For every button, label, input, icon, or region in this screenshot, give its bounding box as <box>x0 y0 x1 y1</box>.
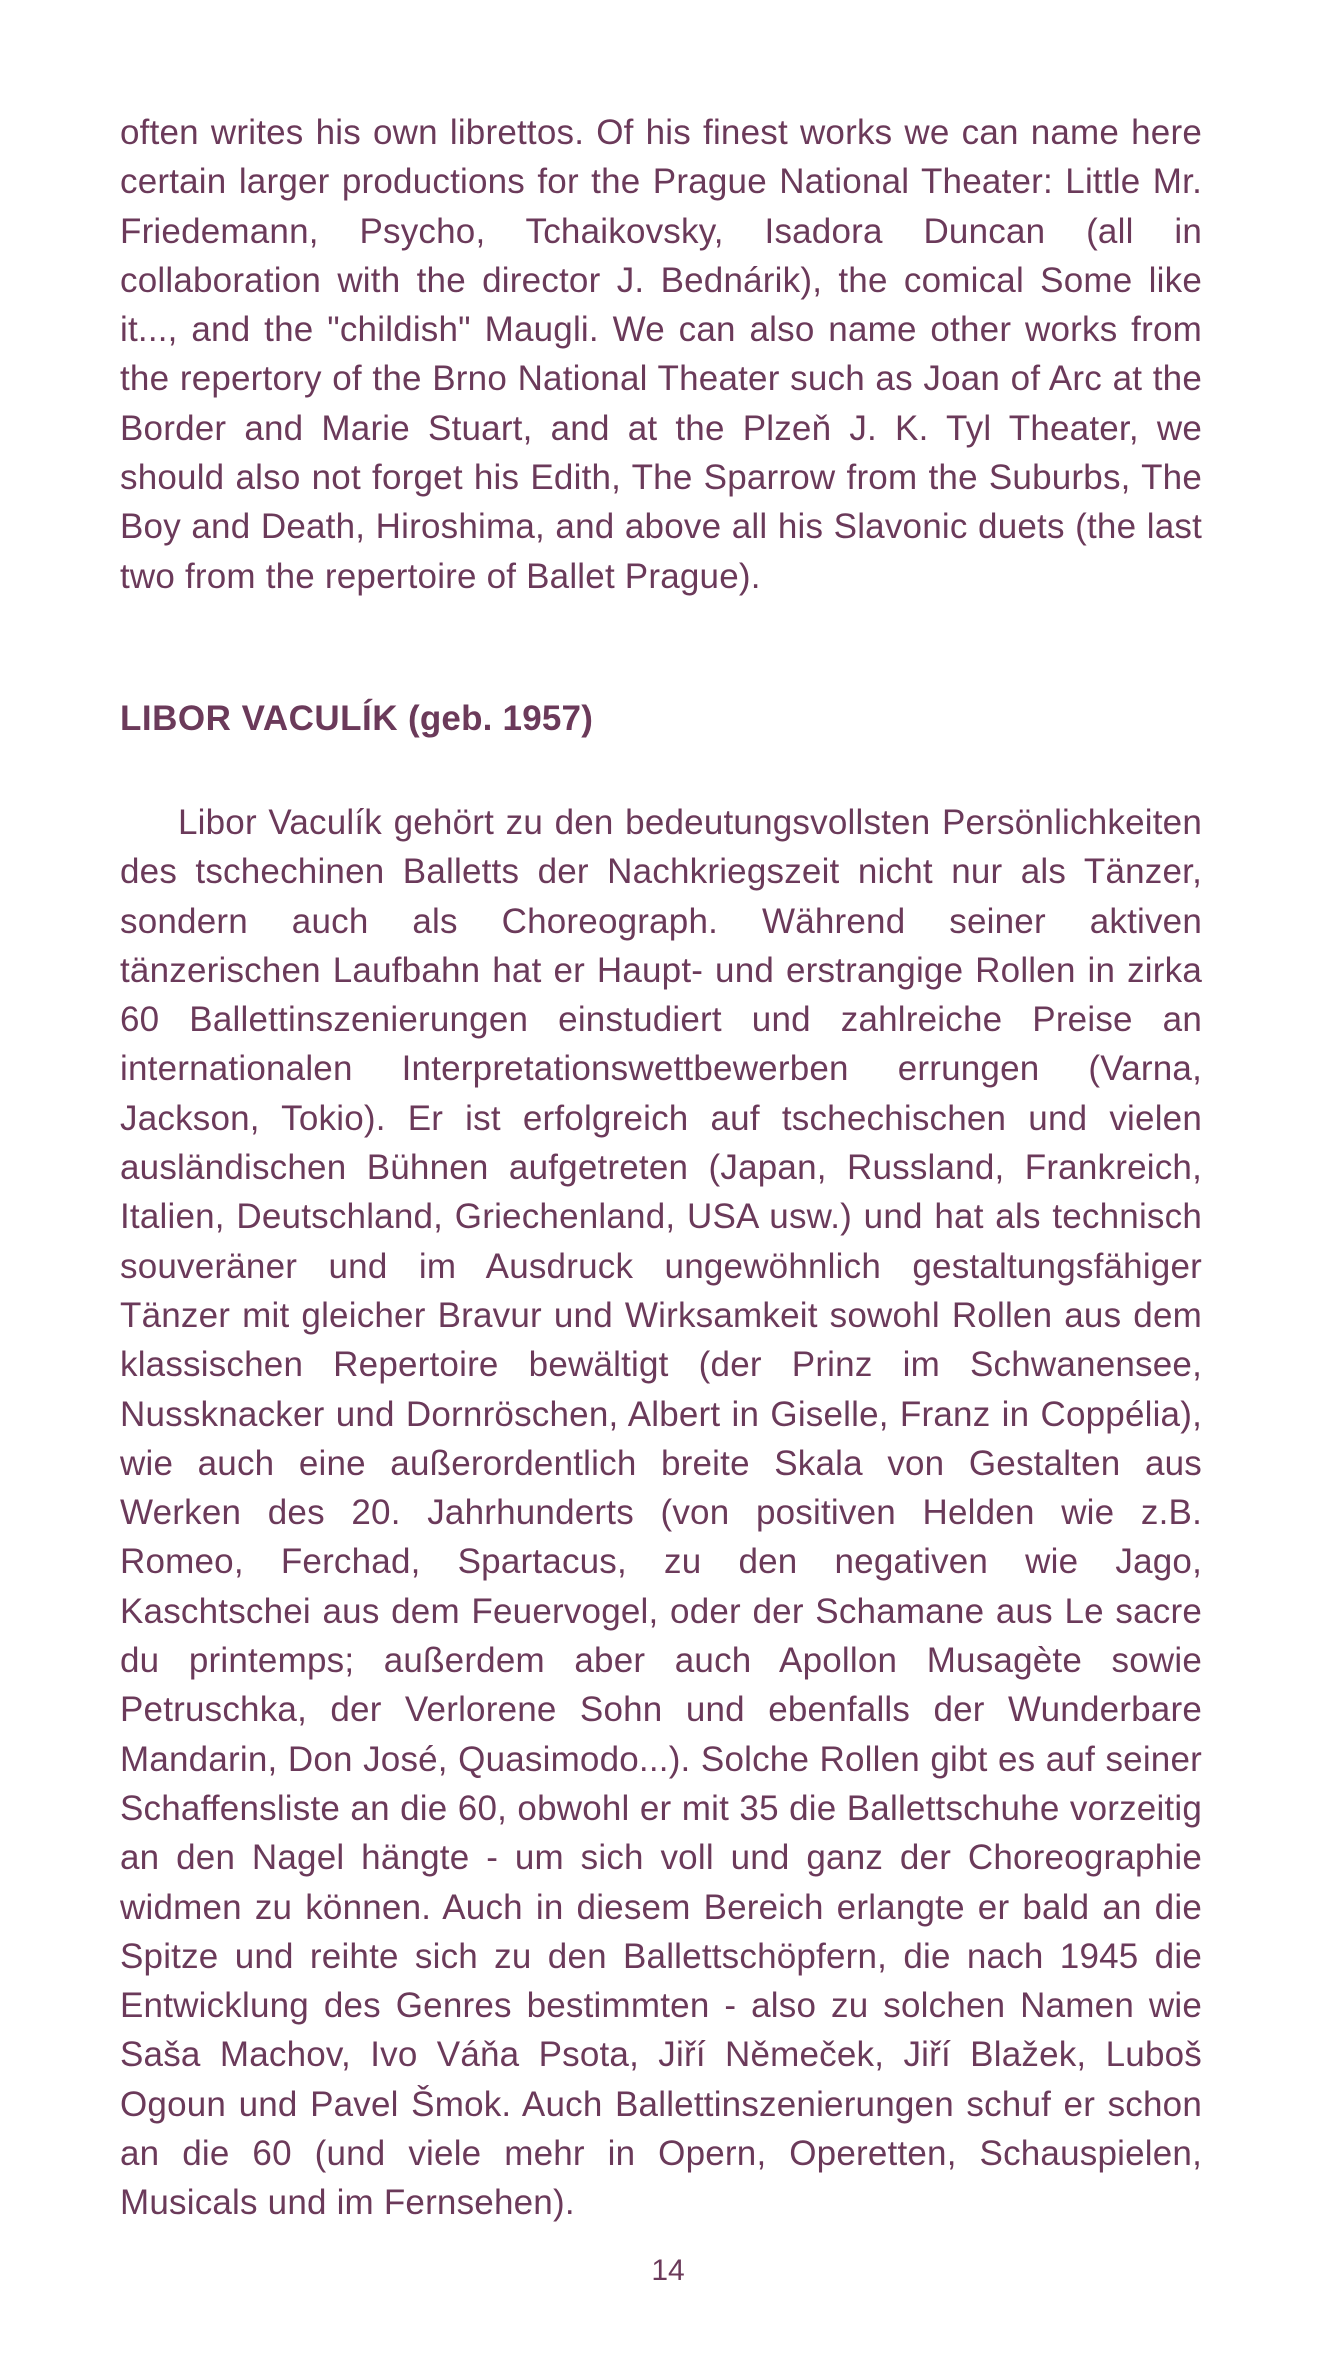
page-number: 14 <box>651 2254 685 2287</box>
continuation-paragraph: often writes his own librettos. Of his finest works we can name here certain larger productions for the Prague National Theater: Little Mr. Friedemann, Psycho, Tchaikovsky, Isadora Duncan (all in collaboration with the director J. Bednárik), the comical Some like it..., and the "childish" Maugli. We can also name other works from the repertory of the Brno National Theater such as Joan of Arc at the Border and Marie Stuart, and at the Plzeň J. K. Tyl Theater, we should also not forget his Edith, The Sparrow from the Suburbs, The Boy and Death, Hiroshima, and above all his Slavonic duets (the last two from the repertoire of Ballet Prague). <box>120 113 1202 596</box>
biography-paragraph: Libor Vaculík gehört zu den bedeutungsvollsten Persönlichkeiten des tschechinen Balletts der Nachkriegszeit nicht nur als Tänzer, sondern auch als Choreograph. Während seiner aktiven tänzerischen Laufbahn hat er Haupt- und erstrangige Rollen in zirka 60 Ballettinszenierungen einstudiert und zahlreiche Preise an internationalen Interpretationswettbewerben errungen (Varna, Jackson, Tokio). Er ist erfolgreich auf tschechischen und vielen ausländischen Bühnen aufgetreten (Japan, Russland, Frankreich, Italien, Deutschland, Griechenland, USA usw.) und hat als technisch souveräner und im Ausdruck ungewöhnlich gestaltungsfähiger Tänzer mit gleicher Bravur und Wirksamkeit sowohl Rollen aus dem klassischen Repertoire bewältigt (der Prinz im Schwanensee, Nussknacker und Dornröschen, Albert in Giselle, Franz in Coppélia), wie auch eine außerordentlich breite Skala von Gestalten aus Werken des 20. Jahrhunderts (von positiven Helden wie z.B. Romeo, Ferchad, Spartacus, zu den negativen wie Jago, Kaschtschei aus dem Feuervogel, oder der Schamane aus Le sacre du printemps; außerdem aber auch Apollon Musagète sowie Petruschka, der Verlorene Sohn und ebenfalls der Wunderbare Mandarin, Don José, Quasimodo...). Solche Rollen gibt es auf seiner Schaffensliste an die 60, obwohl er mit 35 die Ballettschuhe vorzeitig an den Nagel hängte - um sich voll und ganz der Choreographie widmen zu können. Auch in diesem Bereich erlangte er bald an die Spitze und reihte sich zu den Ballettschöpfern, die nach 1945 die Entwicklung des Genres bestimmten - also zu solchen Namen wie Saša Machov, Ivo Váňa Psota, Jiří Němeček, Jiří Blažek, Luboš Ogoun und Pavel Šmok. Auch Ballettinszenierungen schuf er schon an die 60 (und viele mehr in Opern, Operetten, Schauspielen, Musicals und im Fernsehen). <box>120 803 1202 2223</box>
section-heading-name: LIBOR VACULÍK <box>120 699 399 738</box>
section-heading <box>120 694 593 743</box>
section-heading-years: (geb. 1957) <box>408 699 594 738</box>
document-page <box>120 108 1202 2223</box>
